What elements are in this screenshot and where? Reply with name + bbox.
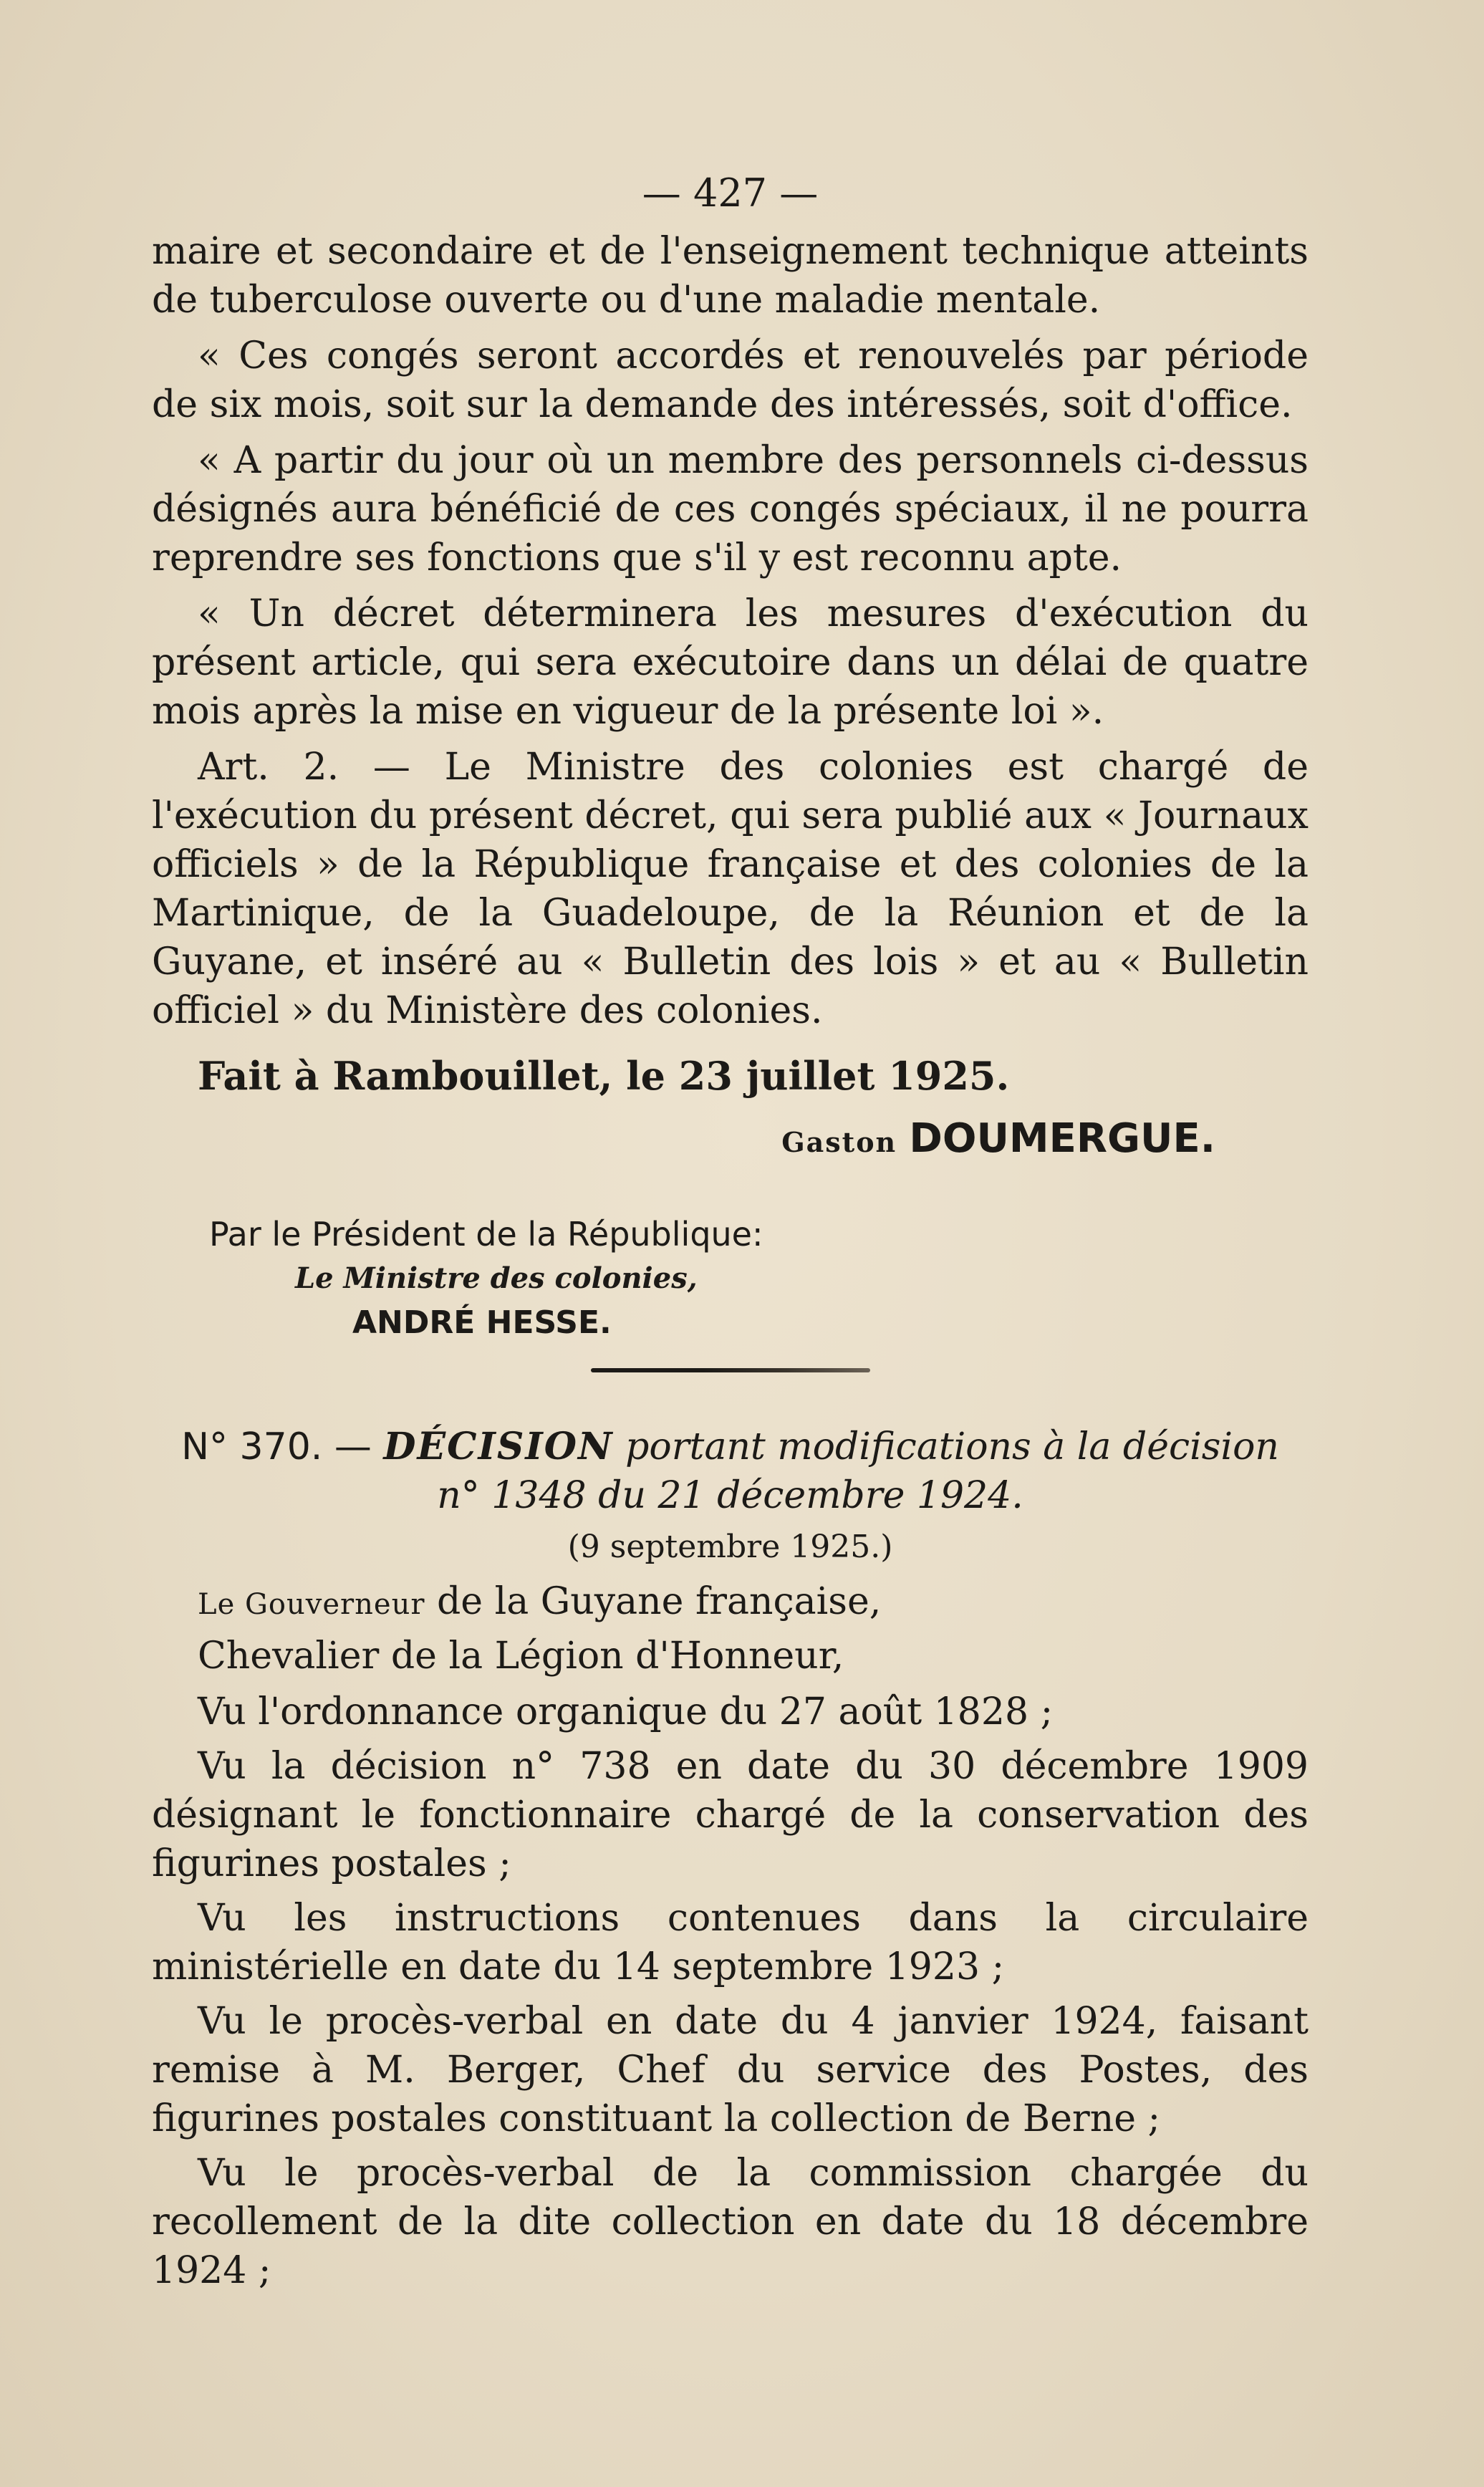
paragraph-continuation: maire et secondaire et de l'enseignement technique atteints de tuberculose ouverte ou d'une maladie mentale. bbox=[152, 230, 1309, 322]
decision-date: (9 septembre 1925.) bbox=[567, 1529, 893, 1565]
consideration-3: Vu les instructions contenues dans la circulaire ministérielle en date du 14 septembre 1923 ; bbox=[152, 1897, 1309, 1988]
countersign-line-3: ANDRÉ HESSE. bbox=[352, 1304, 612, 1341]
decision-number: N° 370. — bbox=[181, 1425, 372, 1468]
decision-subtitle-2: n° 1348 du 21 décembre 1924. bbox=[437, 1474, 1023, 1517]
decision-heading bbox=[152, 1423, 1309, 1520]
countersign-line-2: Le Ministre des colonies, bbox=[295, 1261, 698, 1295]
governor-territory: de la Guyane française, bbox=[436, 1580, 882, 1623]
page-number: — 427 — bbox=[642, 170, 819, 216]
consideration-5: Vu le procès-verbal de la commission chargée du recollement de la dite collection en date du 18 décembre 1924 ; bbox=[152, 2152, 1309, 2292]
countersign-block bbox=[152, 1212, 1309, 1345]
signature-place-date: Fait à Rambouillet, le 23 juillet 1925. bbox=[198, 1053, 1010, 1099]
document-body bbox=[152, 168, 1309, 2295]
paragraph-conges: « Ces congés seront accordés et renouvelés par période de six mois, soit sur la demande des intéressés, soit d'office. bbox=[152, 335, 1309, 426]
governor-line-1 bbox=[152, 1576, 1309, 1630]
consideration-4: Vu le procès-verbal en date du 4 janvier 1924, faisant remise à M. Berger, Chef du service des Postes, des figurines postales constituant la collection de Berne ; bbox=[152, 2000, 1309, 2140]
decision-title: DÉCISION bbox=[383, 1425, 614, 1468]
section-divider bbox=[591, 1368, 870, 1372]
signer-first-name: Gaston bbox=[781, 1126, 897, 1158]
signature-block bbox=[152, 1114, 1309, 1168]
governor-title: Le Gouverneur bbox=[198, 1588, 425, 1621]
decision-subtitle-1: portant modifications à la décision bbox=[625, 1425, 1279, 1468]
governor-line-2: Chevalier de la Légion d'Honneur, bbox=[198, 1635, 844, 1678]
signer-last-name: DOUMERGUE. bbox=[909, 1115, 1215, 1162]
consideration-1: Vu l'ordonnance organique du 27 août 1828 ; bbox=[198, 1690, 1054, 1733]
countersign-line-1: Par le Président de la République: bbox=[209, 1215, 763, 1254]
paragraph-decret: « Un décret déterminera les mesures d'exécution du présent article, qui sera exécutoire dans un délai de quatre mois après la mise en vigueur de la présente loi ». bbox=[152, 592, 1309, 733]
paragraph-article-2: Art. 2. — Le Ministre des colonies est chargé de l'exécution du présent décret, qui sera publié aux « Journaux officiels » de la République française et des colonies de la Martinique, de la Guadeloupe, de la Réunion et de la Guyane, et inséré au « Bulletin des lois » et au « Bulletin officiel » du Ministère des colonies. bbox=[152, 746, 1309, 1032]
paragraph-reprise: « A partir du jour où un membre des personnels ci-dessus désignés aura bénéficié de ces congés spéciaux, il ne pourra reprendre ses fonctions que s'il y est reconnu apte. bbox=[152, 439, 1309, 579]
consideration-2: Vu la décision n° 738 en date du 30 décembre 1909 désignant le fonctionnaire chargé de la conservation des figurines postales ; bbox=[152, 1745, 1309, 1885]
